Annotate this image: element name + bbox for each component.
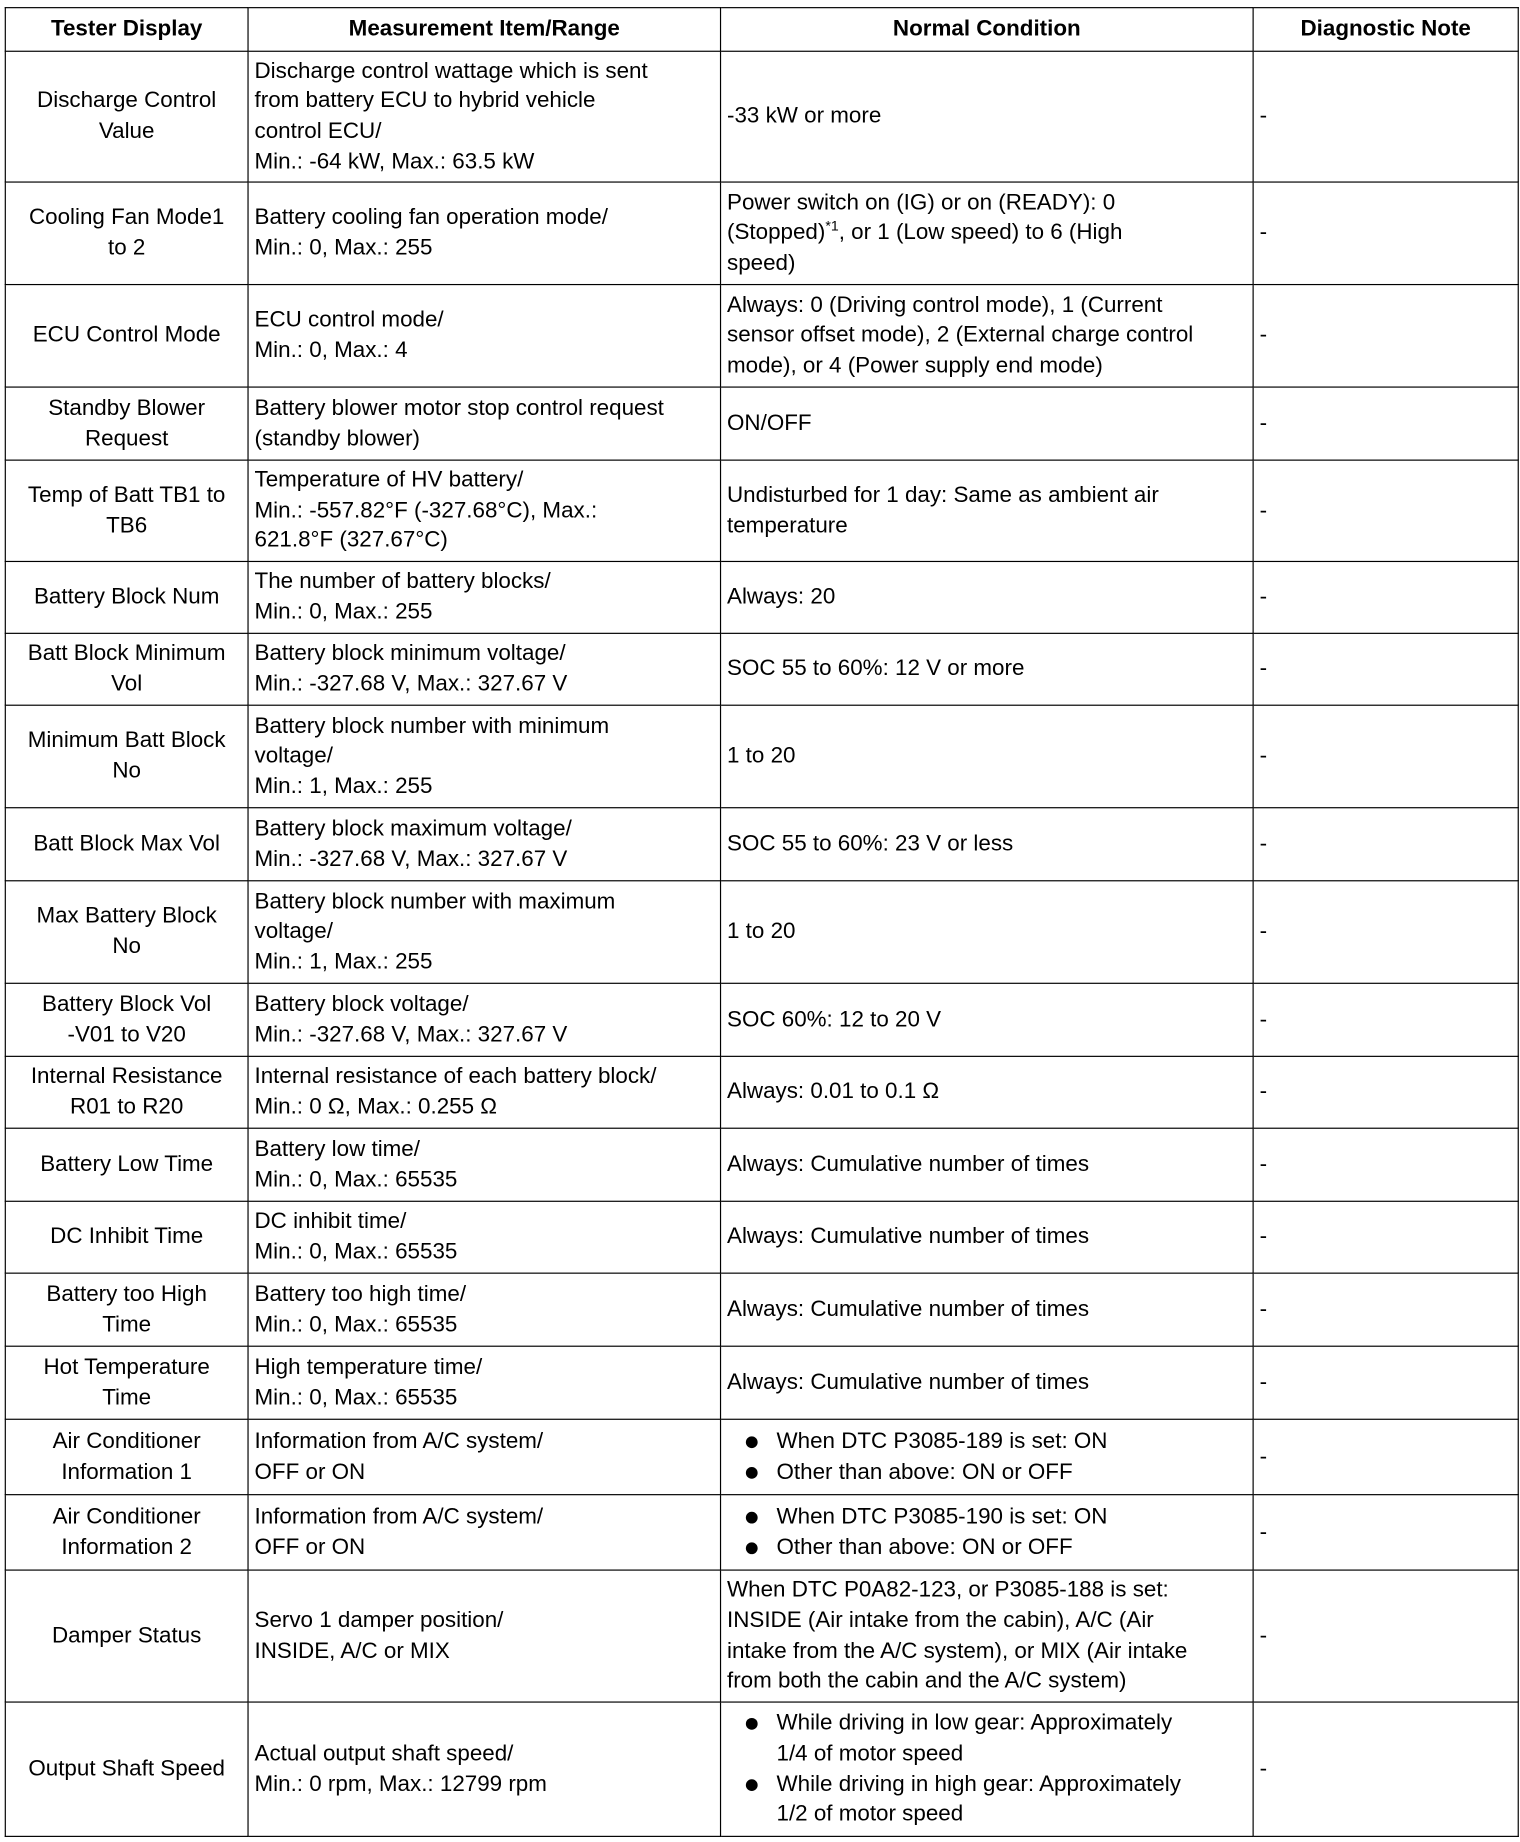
header-normal-condition: Normal Condition [721,8,1254,52]
table-row [5,1419,1518,1494]
table-row [5,51,1518,182]
tester-display-cell: Battery Block Num [5,561,248,633]
table-row [5,633,1518,705]
measurement-cell: Information from A/C system/ OFF or ON [248,1495,720,1570]
measurement-cell: Actual output shaft speed/ Min.: 0 rpm, Max.: 12799 rpm [248,1702,720,1836]
measurement-cell: Battery block maximum voltage/ Min.: -327.68 V, Max.: 327.67 V [248,808,720,881]
table-row [5,1273,1518,1346]
normal-condition-cell: Always: Cumulative number of times [721,1201,1254,1273]
measurement-cell: Battery block voltage/ Min.: -327.68 V, Max.: 327.67 V [248,983,720,1056]
footnote-marker: *1 [825,217,839,235]
bullet-list [727,1427,1247,1487]
table-row [5,983,1518,1056]
tester-display-cell: Damper Status [5,1570,248,1702]
diagnostic-note-cell: - [1253,1570,1518,1702]
normal-condition-cell [721,1419,1254,1494]
table-row [5,808,1518,881]
tester-data-table [5,7,1519,1837]
bullet-list [727,1502,1247,1562]
bullet-list [727,1709,1247,1830]
diagnostic-note-cell: - [1253,808,1518,881]
tester-display-cell: Battery Low Time [5,1128,248,1201]
diagnostic-note-cell: - [1253,51,1518,182]
header-tester-display: Tester Display [5,8,248,52]
normal-condition-cell: Always: Cumulative number of times [721,1273,1254,1346]
table-row [5,881,1518,984]
tester-display-cell: Internal Resistance R01 to R20 [5,1056,248,1128]
header-measurement-item: Measurement Item/Range [248,8,720,52]
measurement-cell: Battery too high time/ Min.: 0, Max.: 65535 [248,1273,720,1346]
diagnostic-note-cell: - [1253,1419,1518,1494]
normal-condition-cell: Undisturbed for 1 day: Same as ambient air temperature [721,460,1254,561]
measurement-cell: High temperature time/ Min.: 0, Max.: 65535 [248,1346,720,1419]
tester-display-cell: Hot Temperature Time [5,1346,248,1419]
tester-display-cell: Max Battery Block No [5,881,248,984]
tester-display-cell: Battery too High Time [5,1273,248,1346]
measurement-cell: Information from A/C system/ OFF or ON [248,1419,720,1494]
normal-condition-cell: SOC 55 to 60%: 12 V or more [721,633,1254,705]
tester-display-cell: Air Conditioner Information 1 [5,1419,248,1494]
measurement-cell: Battery block minimum voltage/ Min.: -327.68 V, Max.: 327.67 V [248,633,720,705]
list-item: Other than above: ON or OFF [727,1457,1247,1487]
table-row [5,1201,1518,1273]
table-row [5,705,1518,808]
diagnostic-note-cell: - [1253,983,1518,1056]
normal-condition-cell: Always: Cumulative number of times [721,1128,1254,1201]
table-row [5,1056,1518,1128]
diagnostic-note-cell: - [1253,633,1518,705]
table-row [5,182,1518,285]
measurement-cell: Discharge control wattage which is sent from battery ECU to hybrid vehicle control ECU/ Min.: -64 kW, Max.: 63.5 kW [248,51,720,182]
diagnostic-note-cell: - [1253,1702,1518,1836]
diagnostic-note-cell: - [1253,561,1518,633]
tester-display-cell: Discharge Control Value [5,51,248,182]
measurement-cell: Battery low time/ Min.: 0, Max.: 65535 [248,1128,720,1201]
normal-condition-cell: Power switch on (IG) or on (READY): 0 (Stopped)$^{*1}$, or 1 (Low speed) to 6 (High speed) [721,182,1254,285]
header-diagnostic-note: Diagnostic Note [1253,8,1518,52]
diagnostic-note-cell: - [1253,881,1518,984]
diagnostic-note-cell: - [1253,1201,1518,1273]
tester-display-cell: Minimum Batt Block No [5,705,248,808]
normal-condition-cell: SOC 60%: 12 to 20 V [721,983,1254,1056]
normal-condition-cell: 1 to 20 [721,881,1254,984]
table-row [5,285,1518,388]
tester-display-cell: Air Conditioner Information 2 [5,1495,248,1570]
normal-condition-cell [721,1702,1254,1836]
measurement-cell: DC inhibit time/ Min.: 0, Max.: 65535 [248,1201,720,1273]
tester-display-cell: Standby Blower Request [5,387,248,460]
normal-condition-cell: Always: Cumulative number of times [721,1346,1254,1419]
diagnostic-note-cell: - [1253,460,1518,561]
diagnostic-note-cell: - [1253,182,1518,285]
tester-display-cell: Cooling Fan Mode1 to 2 [5,182,248,285]
measurement-cell: Internal resistance of each battery block/ Min.: 0 Ω, Max.: 0.255 Ω [248,1056,720,1128]
list-item: Other than above: ON or OFF [727,1532,1247,1562]
normal-condition-cell: ON/OFF [721,387,1254,460]
normal-condition-cell: Always: 20 [721,561,1254,633]
diagnostic-note-cell: - [1253,285,1518,388]
table-row [5,460,1518,561]
measurement-cell: ECU control mode/ Min.: 0, Max.: 4 [248,285,720,388]
table-row [5,1495,1518,1570]
diagnostic-note-cell: - [1253,1128,1518,1201]
table-row [5,561,1518,633]
normal-condition-cell: When DTC P0A82-123, or P3085-188 is set: INSIDE (Air intake from the cabin), A/C (Air intake from the A/C system), or MIX (Air intake from both the cabin and the A/C system) [721,1570,1254,1702]
measurement-cell: Servo 1 damper position/ INSIDE, A/C or MIX [248,1570,720,1702]
tester-display-cell: Temp of Batt TB1 to TB6 [5,460,248,561]
diagnostic-note-cell: - [1253,705,1518,808]
table-row [5,1570,1518,1702]
tester-display-cell: ECU Control Mode [5,285,248,388]
diagnostic-note-cell: - [1253,1346,1518,1419]
diagnostic-note-cell: - [1253,1056,1518,1128]
tester-display-cell: DC Inhibit Time [5,1201,248,1273]
normal-condition-cell: Always: 0.01 to 0.1 Ω [721,1056,1254,1128]
measurement-cell: Battery block number with minimum voltage/ Min.: 1, Max.: 255 [248,705,720,808]
table-row [5,387,1518,460]
measurement-cell: Battery block number with maximum voltage/ Min.: 1, Max.: 255 [248,881,720,984]
list-item: While driving in low gear: Approximately 1/4 of motor speed [727,1709,1247,1769]
diagnostic-note-cell: - [1253,1273,1518,1346]
list-item: When DTC P3085-190 is set: ON [727,1502,1247,1532]
header-row [5,8,1518,52]
normal-condition-cell: SOC 55 to 60%: 23 V or less [721,808,1254,881]
diagnostic-note-cell: - [1253,1495,1518,1570]
tester-display-cell: Output Shaft Speed [5,1702,248,1836]
list-item: While driving in high gear: Approximately 1/2 of motor speed [727,1769,1247,1829]
tester-display-cell: Batt Block Max Vol [5,808,248,881]
measurement-cell: The number of battery blocks/ Min.: 0, Max.: 255 [248,561,720,633]
normal-condition-cell: Always: 0 (Driving control mode), 1 (Current sensor offset mode), 2 (External charge control mode), or 4 (Power supply end mode) [721,285,1254,388]
table-row [5,1702,1518,1836]
normal-condition-cell [721,1495,1254,1570]
list-item: When DTC P3085-189 is set: ON [727,1427,1247,1457]
diagnostic-note-cell: - [1253,387,1518,460]
tester-display-cell: Battery Block Vol -V01 to V20 [5,983,248,1056]
normal-condition-cell: 1 to 20 [721,705,1254,808]
measurement-cell: Battery cooling fan operation mode/ Min.: 0, Max.: 255 [248,182,720,285]
tester-display-cell: Batt Block Minimum Vol [5,633,248,705]
normal-condition-cell: -33 kW or more [721,51,1254,182]
table-row [5,1128,1518,1201]
measurement-cell: Temperature of HV battery/ Min.: -557.82°F (-327.68°C), Max.: 621.8°F (327.67°C) [248,460,720,561]
table-row [5,1346,1518,1419]
measurement-cell: Battery blower motor stop control request (standby blower) [248,387,720,460]
